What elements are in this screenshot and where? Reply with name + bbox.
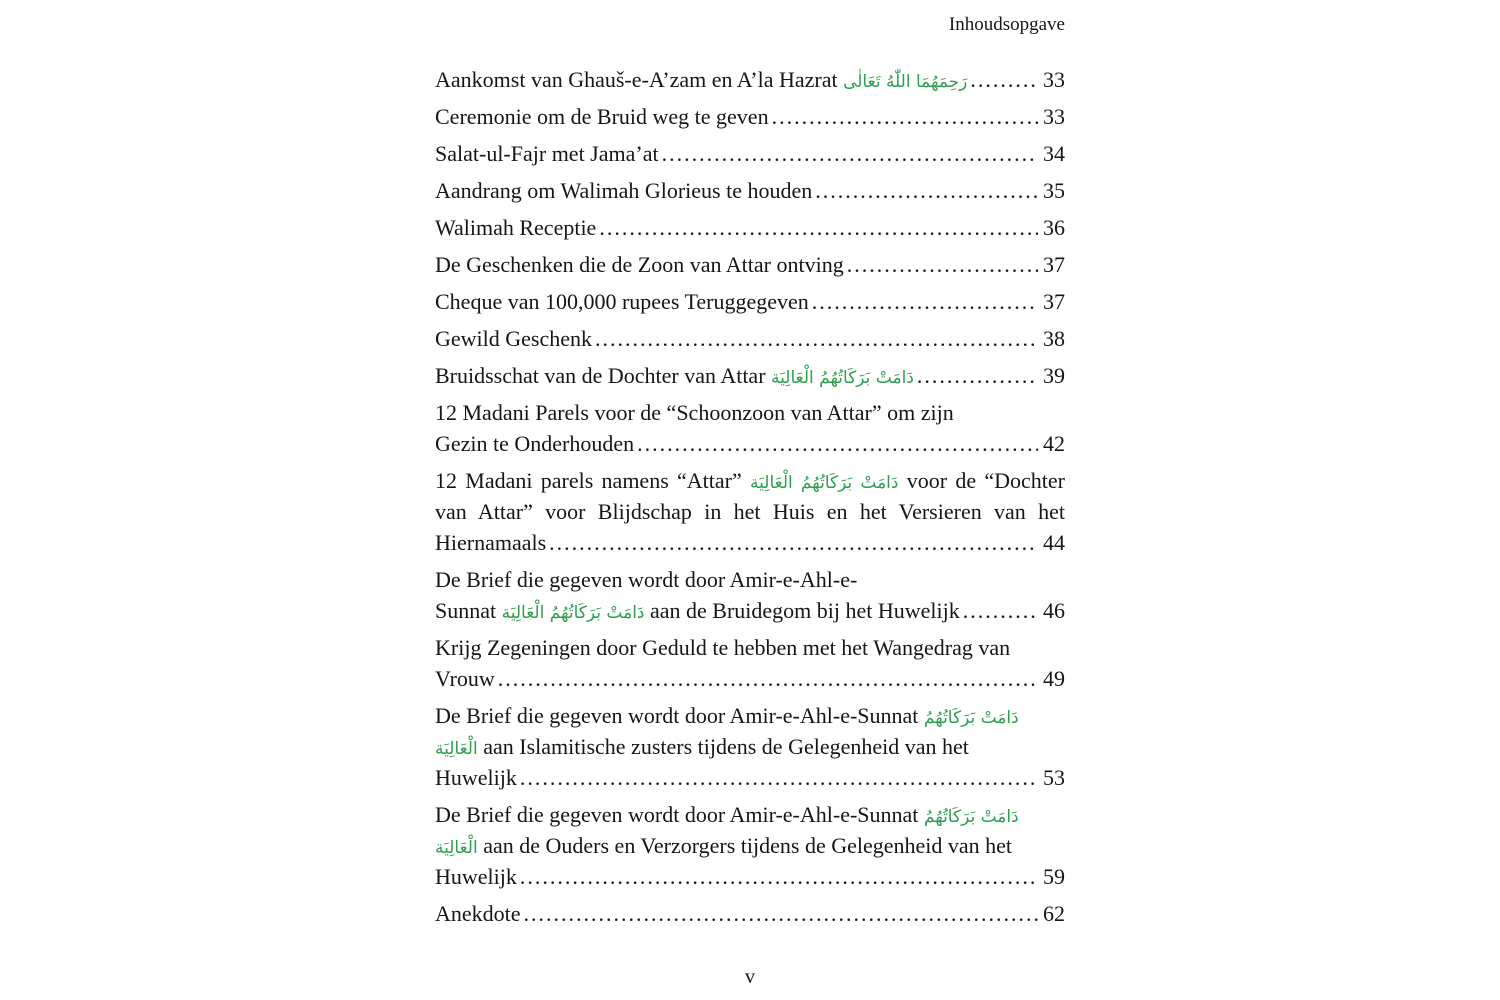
toc-page-number: 42 — [1043, 431, 1065, 456]
toc-line-text — [435, 212, 596, 243]
toc-line-text — [435, 802, 1019, 827]
toc-entry — [435, 212, 1065, 243]
toc-entry — [435, 249, 1065, 280]
toc-line — [435, 762, 1065, 793]
toc-text: Cheque van 100,000 rupees Teruggegeven — [435, 289, 809, 314]
toc — [435, 64, 1065, 935]
toc-text: Gewild Geschenk — [435, 326, 593, 351]
dot-leader — [963, 595, 1038, 626]
arabic-honorific: دَامَتْ بَرَكَاتُهُمُ — [923, 708, 1019, 728]
toc-page-number: 62 — [1043, 901, 1065, 926]
toc-entry — [435, 101, 1065, 132]
toc-text: Krijg Zegeningen door Geduld te hebben met het Wangedrag van — [435, 635, 1011, 660]
toc-text: De Brief die gegeven wordt door Amir-e-Ahl-e-Sunnat — [435, 802, 924, 827]
toc-line-text — [435, 64, 967, 98]
toc-line-text — [435, 527, 546, 558]
toc-page-number: 53 — [1043, 765, 1065, 790]
toc-text: Bruidsschat van de Dochter van Attar — [435, 363, 772, 388]
toc-text: Huwelijk — [435, 765, 517, 790]
toc-text: aan de Ouders en Verzorgers tijdens de Gelegenheid van het — [477, 833, 1013, 858]
toc-line-text — [435, 360, 914, 394]
toc-text: 12 Madani Parels voor de “Schoonzoon van Attar” om zijn — [435, 400, 954, 425]
dot-leader — [917, 360, 1038, 391]
toc-text: Huwelijk — [435, 864, 517, 889]
toc-page-number: 33 — [1043, 67, 1065, 92]
toc-line-text — [435, 400, 954, 425]
toc-text: aan Islamitische zusters tijdens de Gelegenheid van het — [477, 734, 969, 759]
toc-line — [435, 175, 1065, 206]
toc-text: De Brief die gegeven wordt door Amir-e-Ahl-e- — [435, 567, 858, 592]
toc-entry — [435, 138, 1065, 169]
toc-text: Sunnat — [435, 598, 502, 623]
dot-leader — [520, 861, 1038, 892]
arabic-honorific: رَحِمَهُمَا اللّٰهُ تَعَالٰى — [843, 72, 968, 92]
toc-line — [435, 830, 1065, 861]
toc-entry — [435, 564, 1065, 626]
toc-line-text — [435, 663, 495, 694]
toc-line — [435, 731, 1065, 762]
toc-line-text — [435, 286, 809, 317]
toc-line — [435, 496, 1065, 527]
toc-page-number: 37 — [1043, 289, 1065, 314]
toc-line-text — [435, 249, 844, 280]
toc-text: Anekdote — [435, 901, 521, 926]
toc-line — [435, 595, 1065, 626]
arabic-honorific: دَامَتْ بَرَكَاتُهُمُ الْعَالِيَة — [501, 603, 645, 623]
toc-page-number: 49 — [1043, 666, 1065, 691]
arabic-honorific: دَامَتْ بَرَكَاتُهُمُ الْعَالِيَة — [750, 473, 899, 493]
toc-text: Hiernamaals — [435, 530, 547, 555]
dot-leader — [520, 762, 1038, 793]
dot-leader — [599, 212, 1038, 243]
toc-page-number: 44 — [1043, 530, 1065, 555]
toc-page-number: 46 — [1043, 598, 1065, 623]
dot-leader — [637, 428, 1038, 459]
toc-line — [435, 861, 1065, 892]
toc-line — [435, 527, 1065, 558]
toc-entry — [435, 700, 1065, 793]
toc-line-text — [435, 428, 634, 459]
toc-page-number: 37 — [1043, 252, 1065, 277]
toc-line-text — [435, 762, 517, 793]
toc-text: De Brief die gegeven wordt door Amir-e-Ahl-e-Sunnat — [435, 703, 924, 728]
arabic-honorific: الْعَالِيَة — [435, 739, 478, 759]
toc-line — [435, 212, 1065, 243]
page-header-title: Inhoudsopgave — [948, 14, 1065, 35]
toc-line — [435, 397, 1065, 428]
toc-entry — [435, 397, 1065, 459]
dot-leader — [772, 101, 1038, 132]
toc-line-text — [435, 635, 1010, 660]
toc-line — [435, 564, 1065, 595]
toc-line — [435, 286, 1065, 317]
toc-text: voor de “Dochter — [898, 468, 1065, 493]
toc-line-text — [435, 734, 969, 759]
toc-line — [435, 101, 1065, 132]
toc-line-text — [435, 567, 857, 592]
toc-text: Gezin te Onderhouden — [435, 431, 635, 456]
toc-text: aan de Bruidegom bij het Huwelijk — [644, 598, 960, 623]
toc-line-text — [435, 861, 517, 892]
arabic-honorific: دَامَتْ بَرَكَاتُهُمُ الْعَالِيَة — [771, 368, 914, 388]
toc-line — [435, 898, 1065, 929]
toc-entry — [435, 323, 1065, 354]
toc-page-number: 36 — [1043, 215, 1065, 240]
dot-leader — [498, 663, 1038, 694]
page-footer-number: v — [745, 966, 755, 988]
toc-line-text — [435, 595, 960, 629]
toc-entry — [435, 286, 1065, 317]
toc-text: van Attar” voor Blijdschap in het Huis en het Versieren van het — [435, 499, 1065, 524]
toc-text: Aankomst van Ghauš-e-A’zam en A’la Hazrat — [435, 67, 844, 92]
toc-line-text — [435, 468, 1065, 493]
toc-line — [435, 700, 1065, 731]
toc-page-number: 33 — [1043, 104, 1065, 129]
toc-line-text — [435, 499, 1065, 524]
dot-leader — [662, 138, 1038, 169]
toc-text: Salat-ul-Fajr met Jama’at — [435, 141, 659, 166]
toc-line — [435, 465, 1065, 496]
toc-line — [435, 632, 1065, 663]
toc-line-text — [435, 703, 1019, 728]
toc-text: 12 Madani parels namens “Attar” — [435, 468, 751, 493]
toc-entry — [435, 64, 1065, 95]
toc-line-text — [435, 175, 812, 206]
toc-line — [435, 428, 1065, 459]
dot-leader — [549, 527, 1038, 558]
toc-line — [435, 799, 1065, 830]
toc-page-number: 34 — [1043, 141, 1065, 166]
arabic-honorific: دَامَتْ بَرَكَاتُهُمُ — [923, 807, 1019, 827]
toc-text: De Geschenken die de Zoon van Attar ontving — [435, 252, 844, 277]
toc-entry — [435, 175, 1065, 206]
toc-page-number: 35 — [1043, 178, 1065, 203]
toc-entry — [435, 799, 1065, 892]
dot-leader — [595, 323, 1038, 354]
toc-text: Vrouw — [435, 666, 495, 691]
toc-line-text — [435, 323, 592, 354]
dot-leader — [847, 249, 1038, 280]
toc-page-number: 59 — [1043, 864, 1065, 889]
toc-line-text — [435, 898, 521, 929]
toc-text: Aandrang om Walimah Glorieus te houden — [435, 178, 813, 203]
toc-line-text — [435, 101, 769, 132]
toc-entry — [435, 898, 1065, 929]
toc-text: Ceremonie om de Bruid weg te geven — [435, 104, 769, 129]
toc-line — [435, 360, 1065, 391]
toc-line — [435, 138, 1065, 169]
dot-leader — [815, 175, 1038, 206]
dot-leader — [524, 898, 1038, 929]
toc-entry — [435, 360, 1065, 391]
arabic-honorific: الْعَالِيَة — [435, 838, 478, 858]
toc-page-number: 38 — [1043, 326, 1065, 351]
toc-line — [435, 64, 1065, 95]
dot-leader — [812, 286, 1038, 317]
toc-line — [435, 249, 1065, 280]
toc-line-text — [435, 833, 1012, 858]
toc-line — [435, 323, 1065, 354]
dot-leader — [970, 64, 1038, 95]
toc-entry — [435, 465, 1065, 558]
toc-line — [435, 663, 1065, 694]
toc-page-number: 39 — [1043, 363, 1065, 388]
toc-line-text — [435, 138, 659, 169]
toc-text: Walimah Receptie — [435, 215, 597, 240]
toc-entry — [435, 632, 1065, 694]
